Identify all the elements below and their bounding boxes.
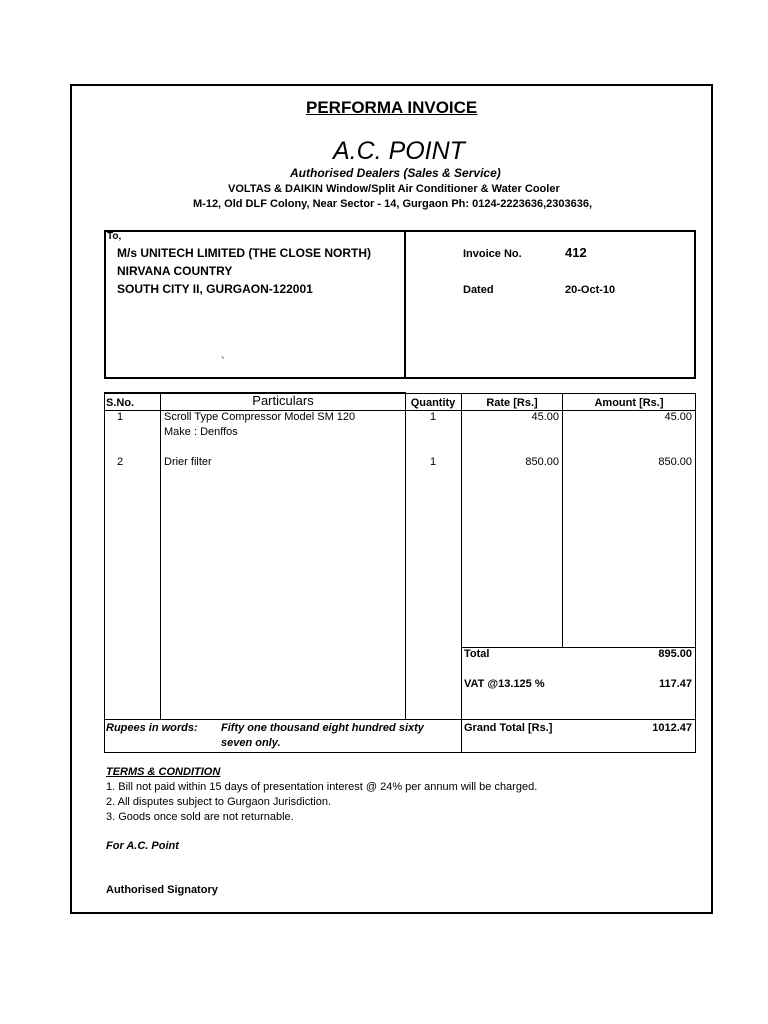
invoice-date: 20-Oct-10 <box>565 284 616 296</box>
words-top-border <box>104 719 696 720</box>
terms-item-1: 1. Bill not paid within 15 days of presentation interest @ 24% per annum will be charged. <box>106 781 538 793</box>
row-1-particulars-make: Make : Denffos <box>164 426 238 438</box>
total-label: Total <box>464 648 490 660</box>
doc-title: PERFORMA INVOICE <box>306 98 478 117</box>
box-bottom-border <box>104 377 696 379</box>
dealers-line: VOLTAS & DAIKIN Window/Split Air Conditioner & Water Cooler <box>228 183 560 195</box>
invoice-number: 412 <box>565 245 587 260</box>
header-rate: Rate [Rs.] <box>486 397 538 409</box>
total-value: 895.00 <box>658 648 692 660</box>
grand-total-value: 1012.47 <box>652 722 692 734</box>
vat-label: VAT @13.125 % <box>464 678 545 690</box>
row-1-particulars: Scroll Type Compressor Model SM 120 <box>164 411 356 423</box>
grand-total-label: Grand Total [Rs.] <box>464 722 553 734</box>
authorised-signatory: Authorised Signatory <box>106 884 218 896</box>
header-quantity: Quantity <box>410 397 456 409</box>
words-label: Rupees in words: <box>106 722 198 734</box>
company-tagline: Authorised Dealers (Sales & Service) <box>290 166 501 180</box>
terms-item-2: 2. All disputes subject to Gurgaon Jurisdiction. <box>106 796 332 808</box>
billing-mark: ` <box>221 356 225 368</box>
words-line-2: seven only. <box>221 737 281 749</box>
billing-line-1: M/s UNITECH LIMITED (THE CLOSE NORTH) <box>117 246 371 260</box>
row-2-quantity: 1 <box>429 456 437 468</box>
col-quantity-divider <box>461 393 462 753</box>
address-line: M-12, Old DLF Colony, Near Sector - 14, Gurgaon Ph: 0124-2223636,2303636, <box>193 198 593 210</box>
to-label: To, <box>107 231 122 242</box>
header-amount: Amount [Rs.] <box>594 397 664 409</box>
row-1-sno: 1 <box>116 411 124 423</box>
box-top-border <box>104 230 696 232</box>
header-particulars: Particulars <box>252 393 314 408</box>
row-2-particulars: Drier filter <box>164 456 212 468</box>
billing-line-2: NIRVANA COUNTRY <box>117 264 233 278</box>
for-company-line: For A.C. Point <box>106 840 179 852</box>
box-divider <box>404 230 406 378</box>
words-line-1: Fifty one thousand eight hundred sixty <box>221 722 424 734</box>
row-1-rate: 45.00 <box>531 411 559 423</box>
row-2-amount: 850.00 <box>658 456 692 468</box>
invoice-date-label: Dated <box>463 284 494 296</box>
company-name: A.C. POINT <box>333 137 465 165</box>
col-sno-divider <box>160 393 161 720</box>
row-2-rate: 850.00 <box>525 456 559 468</box>
col-particulars-divider <box>405 393 406 720</box>
terms-heading: TERMS & CONDITION <box>106 766 221 778</box>
header-sno: S.No. <box>106 397 135 409</box>
vat-value: 117.47 <box>658 678 692 690</box>
billing-line-3: SOUTH CITY II, GURGAON-122001 <box>117 282 313 296</box>
col-left-border <box>104 393 105 753</box>
box-left-border <box>104 230 106 378</box>
box-right-border <box>694 230 696 378</box>
col-rate-divider <box>562 393 563 648</box>
row-2-sno: 2 <box>116 456 124 468</box>
col-right-border <box>695 393 696 753</box>
row-1-quantity: 1 <box>429 411 437 423</box>
table-bottom-border <box>104 752 696 753</box>
invoice-number-label: Invoice No. <box>463 248 522 260</box>
row-1-amount: 45.00 <box>664 411 692 423</box>
terms-item-3: 3. Goods once sold are not returnable. <box>106 811 294 823</box>
